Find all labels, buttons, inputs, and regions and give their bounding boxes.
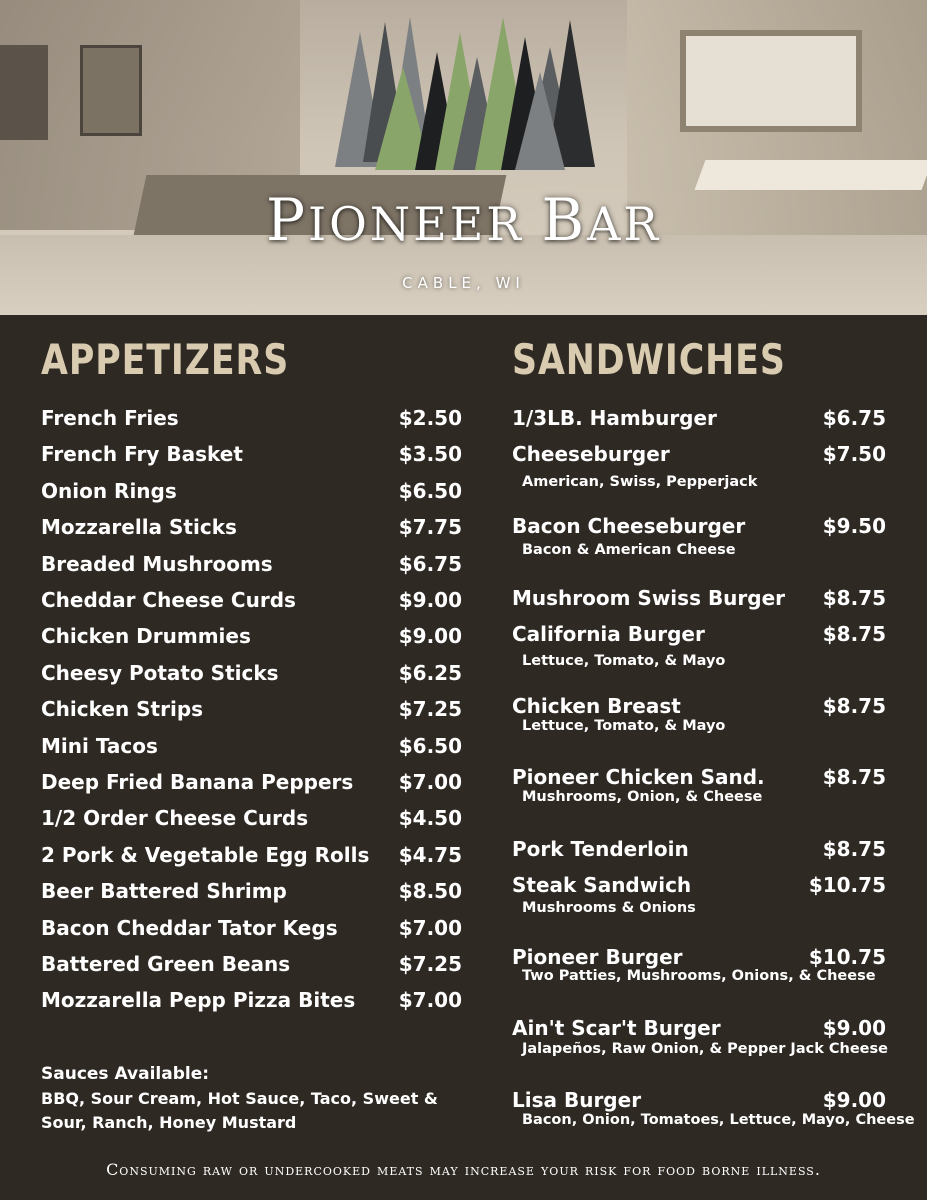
appetizer-name: Bacon Cheddar Tator Kegs [41,915,338,940]
sandwich-price: $9.00 [822,1088,886,1112]
sandwich-description: Bacon, Onion, Tomatoes, Lettuce, Mayo, Cheese [522,1112,915,1128]
location-label: CABLE, WI [402,274,525,292]
appetizer-price: $8.50 [398,879,462,904]
appetizers-title: APPETIZERS [41,335,290,384]
sandwich-name: Ain't Scar't Burger [512,1016,721,1040]
sandwich-description: Mushrooms & Onions [522,900,696,916]
appetizer-price: $4.50 [398,806,462,831]
appetizer-price: $9.00 [398,588,462,612]
appetizer-name: Mozzarella Sticks [41,515,237,540]
sandwich-name: 1/3LB. Hamburger [512,406,717,430]
appetizer-price: $9.00 [398,624,462,649]
header-banner [0,0,927,315]
appetizer-price: $7.25 [398,697,462,722]
sandwich-price: $10.75 [808,873,886,897]
appetizer-price: $7.00 [398,988,462,1013]
appetizer-price: $7.75 [398,515,462,540]
sandwich-description: Lettuce, Tomato, & Mayo [522,718,726,734]
sandwich-price: $7.50 [822,442,886,466]
appetizer-name: Mini Tacos [41,733,158,758]
appetizer-name: French Fry Basket [41,442,243,467]
sandwich-name: Pork Tenderloin [512,837,689,861]
appetizer-name: Onion Rings [41,478,177,503]
sandwich-price: $8.75 [822,837,886,861]
sandwich-name: Bacon Cheeseburger [512,514,746,538]
appetizer-name: Cheesy Potato Sticks [41,660,279,685]
bar-window [680,30,862,132]
sandwich-name: Pioneer Chicken Sand. [512,765,765,789]
tree-icon [335,17,595,170]
sandwich-price: $8.75 [822,765,886,789]
sandwiches-title: SANDWICHES [512,335,786,384]
sandwich-price: $6.75 [822,406,886,430]
sandwich-description: Bacon & American Cheese [522,542,736,558]
brand-title: PIONEER BAR [265,186,662,254]
sauces-title: Sauces Available: [41,1064,210,1084]
appetizer-name: Chicken Drummies [41,624,251,649]
appetizer-price: $6.75 [398,551,462,576]
appetizer-price: $6.50 [398,478,462,503]
sauces-text: BBQ, Sour Cream, Hot Sauce, Taco, Sweet & Sour, Ranch, Honey Mustard [41,1089,438,1132]
sandwich-price: $8.75 [822,622,886,646]
appetizer-price: $7.00 [398,770,462,794]
sandwich-description: Mushrooms, Onion, & Cheese [522,789,763,805]
sandwich-description: American, Swiss, Pepperjack [522,474,758,490]
sandwich-price: $8.75 [822,586,886,610]
sandwich-price: $9.00 [822,1016,886,1040]
appetizer-name: Breaded Mushrooms [41,551,273,576]
appetizer-price: $7.25 [398,952,462,976]
sandwich-description: Two Patties, Mushrooms, Onions, & Cheese [522,968,876,984]
sandwich-name: Chicken Breast [512,694,681,718]
appetizer-price: $3.50 [398,442,462,467]
appetizer-price: $7.00 [398,915,462,940]
sandwich-price: $8.75 [822,694,886,718]
appetizer-name: Beer Battered Shrimp [41,879,287,904]
sandwich-name: Steak Sandwich [512,873,692,897]
appetizer-name: Cheddar Cheese Curds [41,588,296,612]
appetizer-price: $4.75 [398,842,462,867]
sandwich-name: Lisa Burger [512,1088,642,1112]
sandwich-name: Mushroom Swiss Burger [512,586,786,610]
appetizer-name: Battered Green Beans [41,952,291,976]
sandwich-description: Lettuce, Tomato, & Mayo [522,653,726,669]
jukebox [80,45,142,136]
appetizer-name: Deep Fried Banana Peppers [41,770,354,794]
appetizer-name: Mozzarella Pepp Pizza Bites [41,988,356,1013]
sandwich-name: Pioneer Burger [512,945,683,969]
pine-trees-logo [325,12,605,172]
appetizer-price: $2.50 [398,406,462,430]
sandwich-description: Jalapeños, Raw Onion, & Pepper Jack Cheese [522,1041,888,1057]
sandwich-name: Cheeseburger [512,442,670,466]
appetizer-name: 1/2 Order Cheese Curds [41,806,309,831]
sandwich-price: $9.50 [822,514,886,538]
appetizer-price: $6.50 [398,733,462,758]
appetizer-name: Chicken Strips [41,697,204,722]
arcade-machine [0,45,48,140]
sandwich-price: $10.75 [808,945,886,969]
appetizer-price: $6.25 [398,660,462,685]
sandwich-name: California Burger [512,622,705,646]
appetizer-name: French Fries [41,406,179,430]
appetizer-name: 2 Pork & Vegetable Egg Rolls [41,842,370,867]
food-safety-disclaimer: Consuming raw or undercooked meats may increase your risk for food borne illness. [106,1160,821,1179]
